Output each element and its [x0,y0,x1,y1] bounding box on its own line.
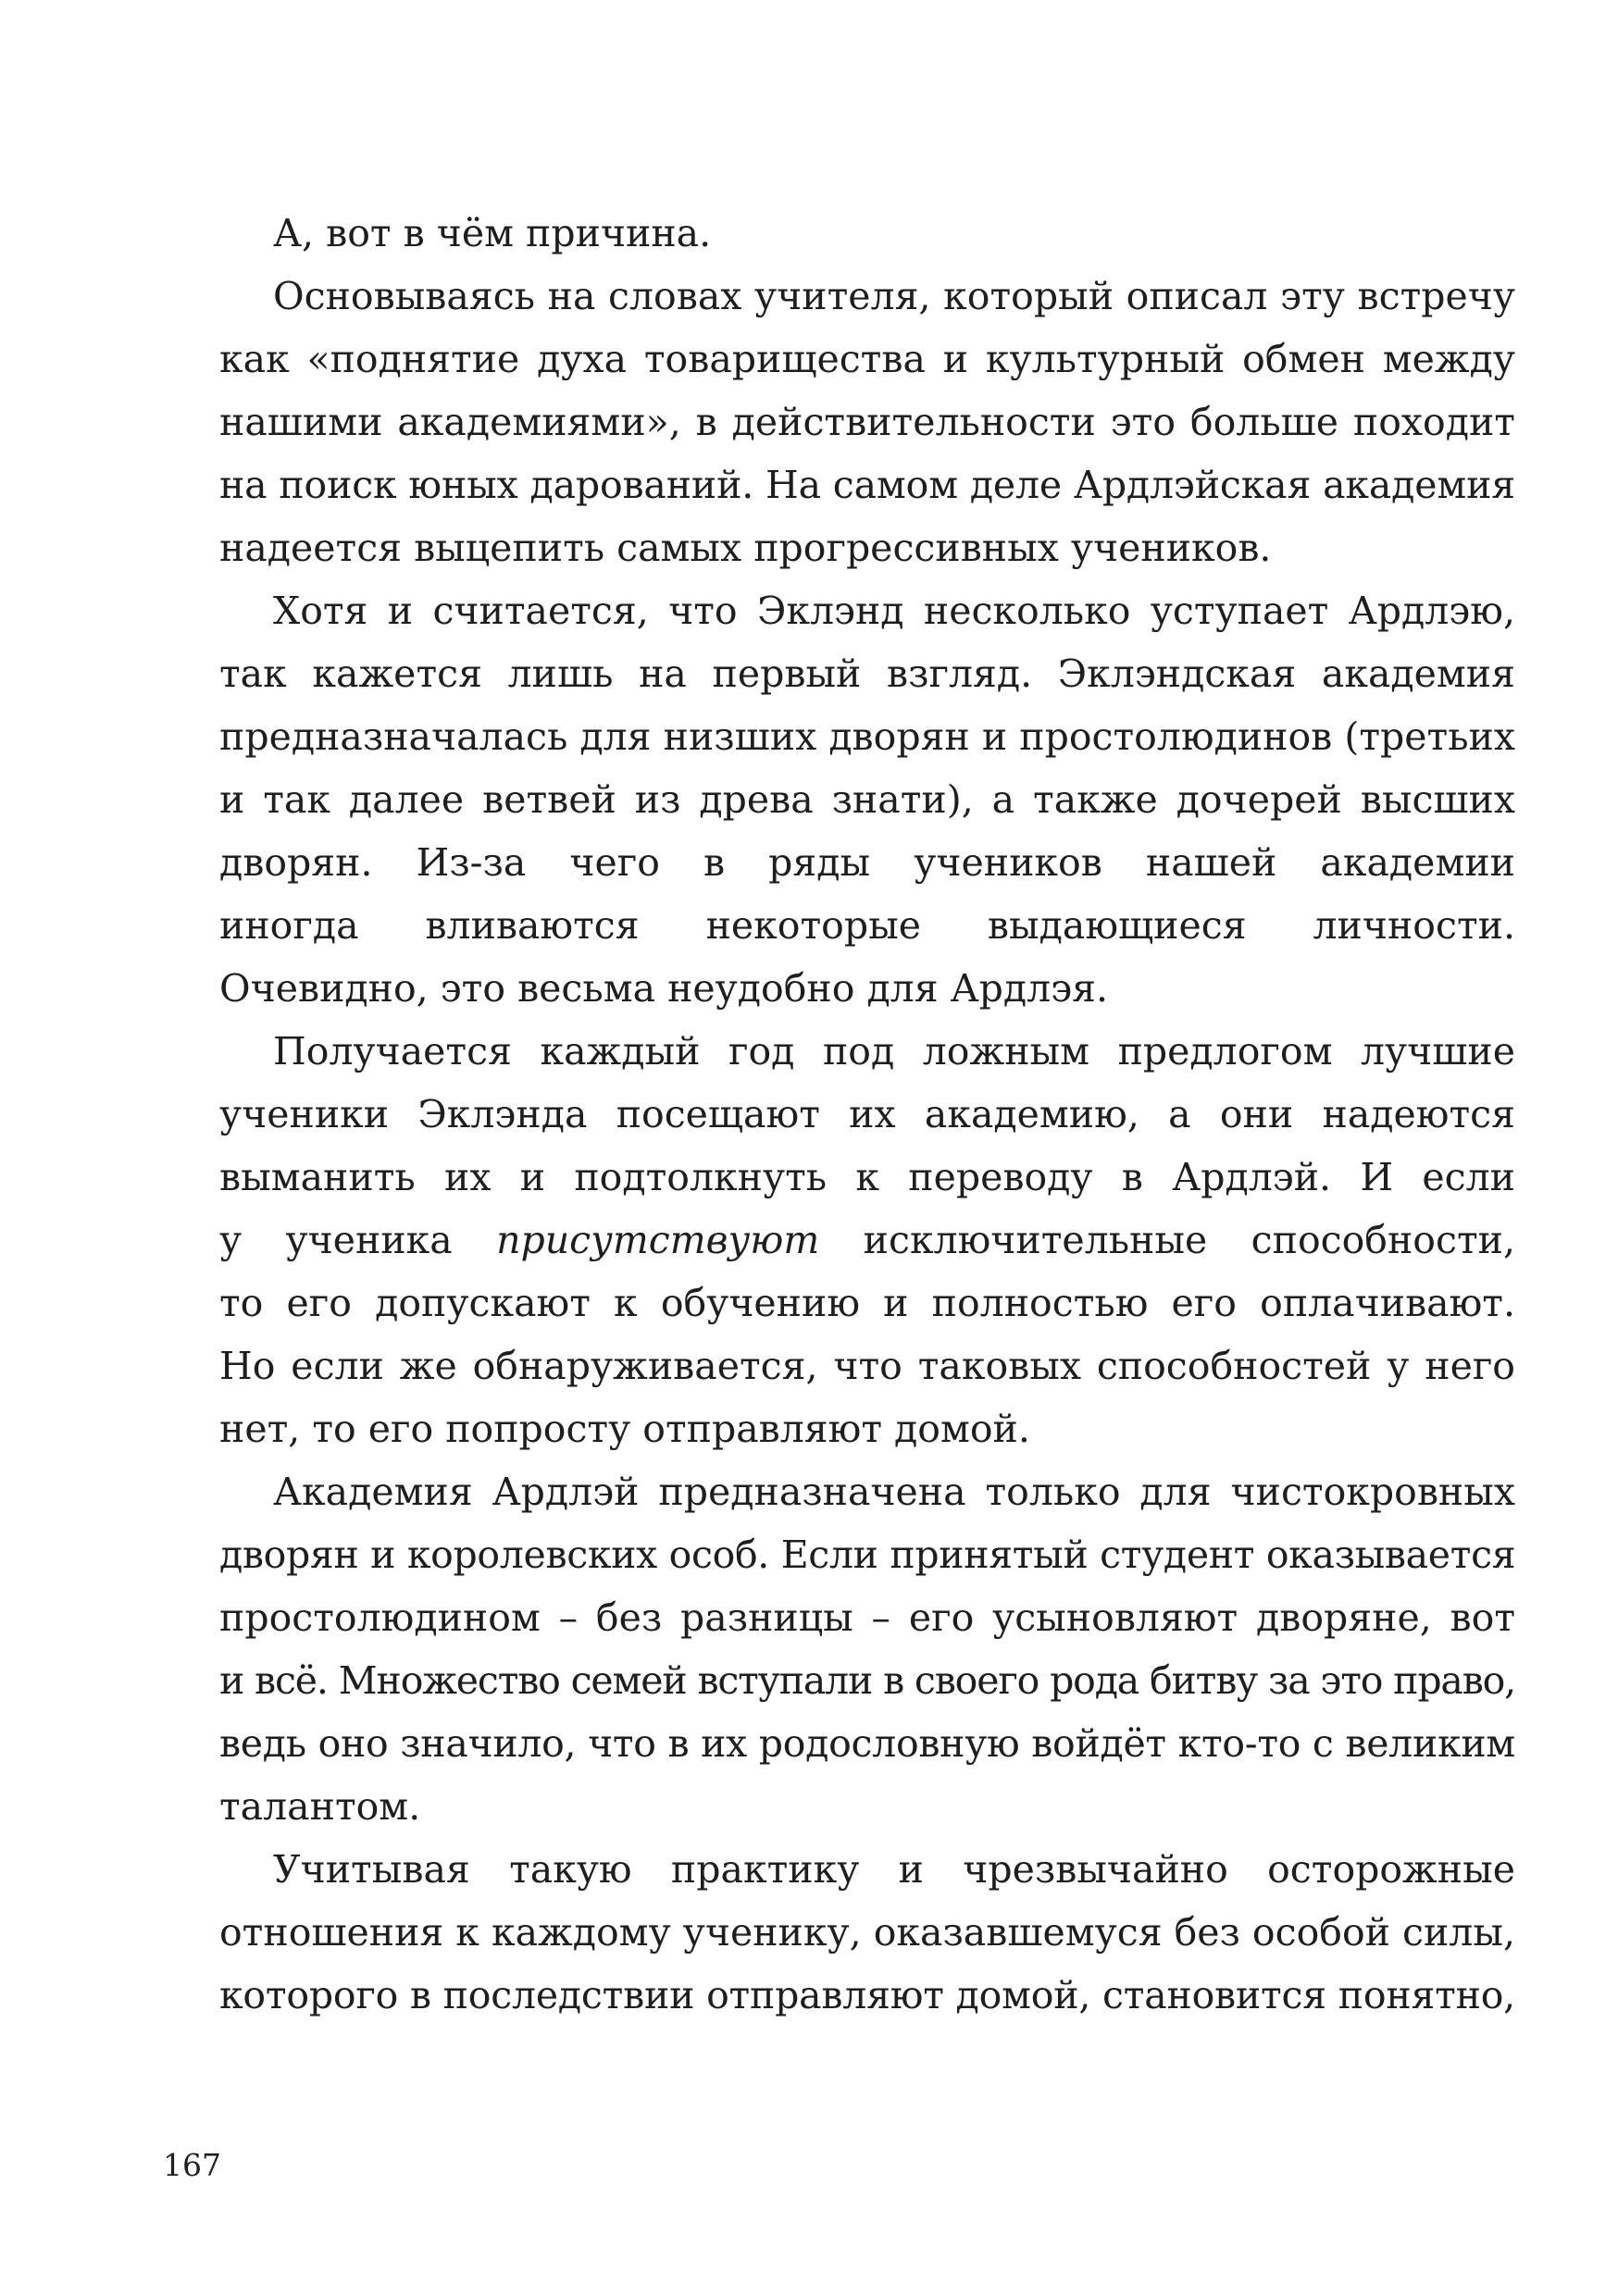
text-line: нет, то его попросту отправляют домой. [219,1407,1030,1451]
text-segment: у ученика [219,1218,497,1262]
emphasized-word: присутствуют [496,1218,820,1262]
text-line: надеется выцепить самых прогрессивных учеников. [219,526,1272,570]
text-line: простолюдином – без разницы – его усыновляют дворяне, вот [219,1595,1515,1640]
text-line: на поиск юных дарований. На самом деле Ардлэйская академия [219,463,1515,507]
text-line: Академия Ардлэй предназначена только для чистокровных [273,1470,1515,1514]
text-segment: исключительные способности, [819,1218,1515,1262]
text-line: выманить их и подтолкнуть к переводу в Ардлэй. И если [219,1155,1515,1199]
text-line: то его допускают к обучению и полностью его оплачивают. [219,1281,1515,1325]
text-line: Получается каждый год под ложным предлогом лучшие [273,1029,1515,1074]
text-line: Но если же обнаруживается, что таковых способностей у него [219,1344,1515,1388]
page-number: 167 [163,2147,221,2183]
text-line: Хотя и считается, что Эклэнд несколько уступает Ардлэю, [273,589,1515,633]
text-line: Основываясь на словах учителя, который описал эту встречу [273,274,1515,318]
text-line: так кажется лишь на первый взгляд. Эклэндская академия [219,652,1515,696]
text-line: предназначалась для низших дворян и простолюдинов (третьих [219,714,1515,759]
text-line: нашими академиями», в действительности это больше походит [219,400,1515,444]
text-line: которого в последствии отправляют домой, становится понятно, [219,1973,1515,2017]
text-line: отношения к каждому ученику, оказавшемуся без особой силы, [219,1910,1515,1955]
text-line: ведь оно значило, что в их родословную войдёт кто-то с великим [219,1721,1515,1766]
text-line: Очевидно, это весьма неудобно для Ардлэя. [219,966,1109,1011]
text-line: дворян. Из-за чего в ряды учеников нашей академии [219,840,1515,885]
text-line: А, вот в чём причина. [273,211,712,255]
page-body-text [219,202,1515,2027]
text-line: дворян и королевских особ. Если принятый студент оказывается [219,1533,1516,1577]
text-line: иногда вливаются некоторые выдающиеся личности. [219,903,1515,948]
text-line [219,1209,1515,1272]
text-line: Учитывая такую практику и чрезвычайно осторожные [273,1847,1515,1892]
text-line: и так далее ветвей из древа знати), а также дочерей высших [219,777,1515,822]
text-line: и всё. Множество семей вступали в своего рода битву за это право, [219,1658,1516,1703]
text-line: ученики Эклэнда посещают их академию, а они надеются [219,1092,1515,1136]
text-line: как «поднятие духа товарищества и культурный обмен между [219,337,1515,381]
text-line: талантом. [219,1784,421,1829]
